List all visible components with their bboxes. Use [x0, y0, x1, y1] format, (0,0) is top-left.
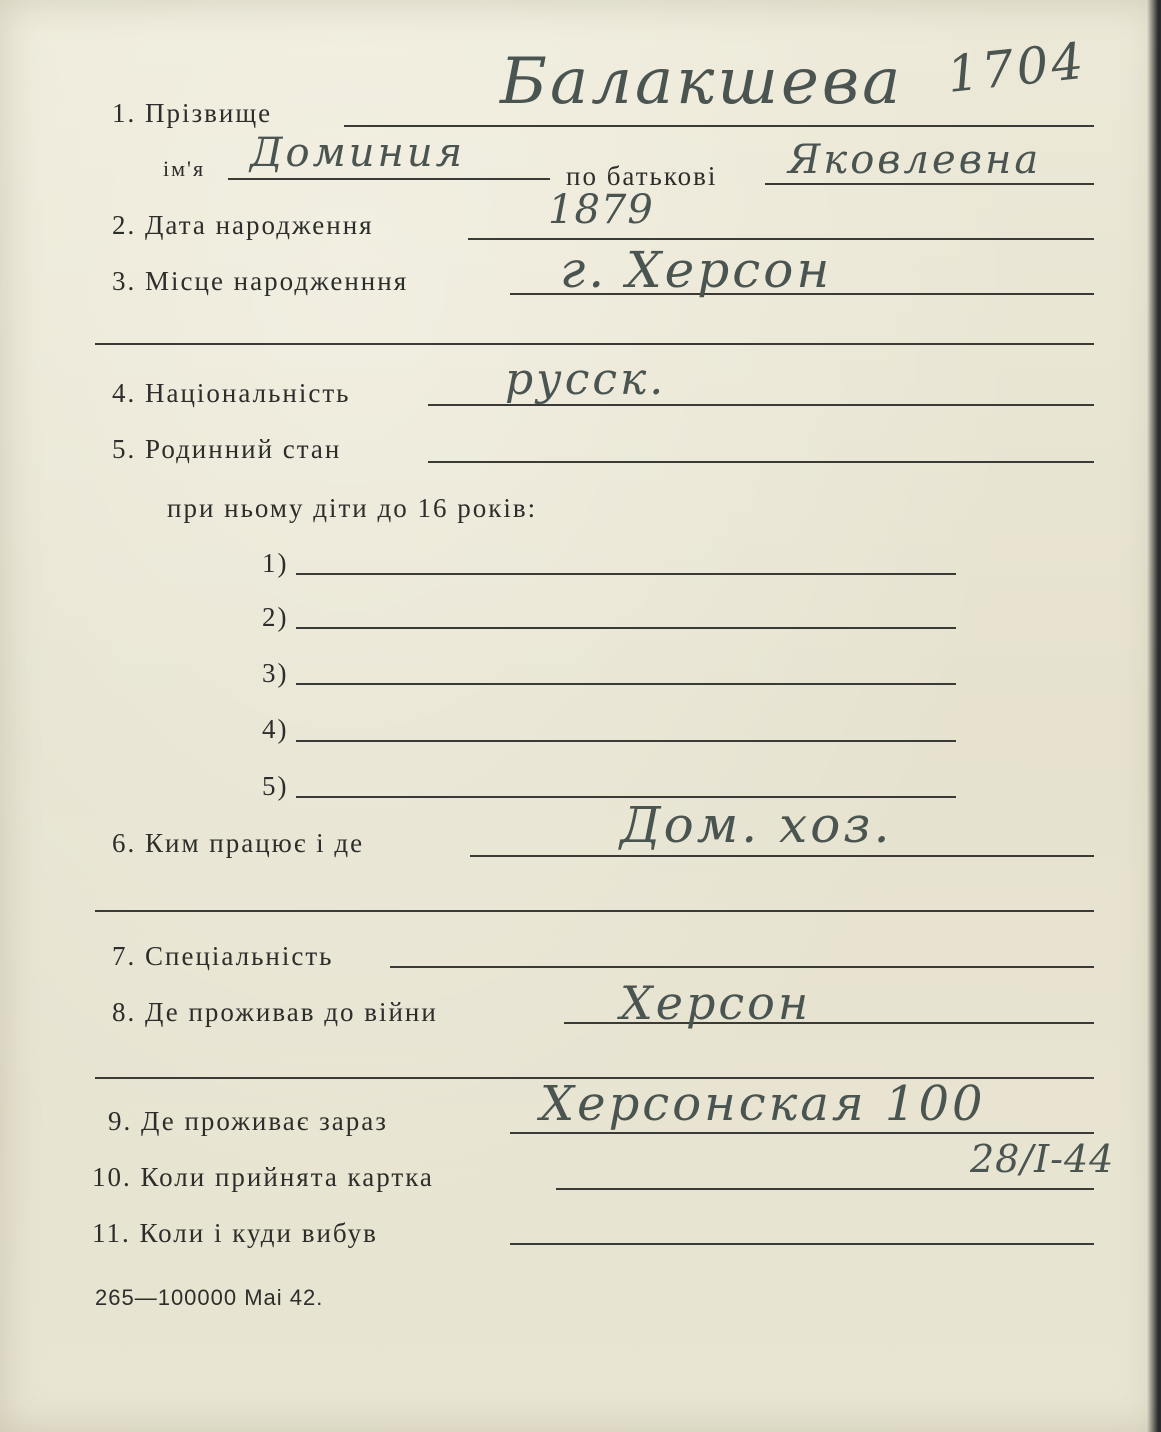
occupation-label: 6. Ким працює і де	[112, 828, 365, 858]
children-label: при ньому діти до 16 років:	[167, 493, 538, 523]
card-number: 1704	[944, 31, 1089, 104]
current-residence-value: Херсонская 100	[540, 1076, 986, 1132]
prewar-residence-value: Херсон	[620, 976, 812, 1030]
prewar-residence-label: 8. Де проживав до війни	[112, 997, 438, 1027]
first-name-value: Доминия	[250, 130, 466, 176]
child-5-label: 5)	[262, 771, 289, 801]
birthplace-label: 3. Місце народженння	[112, 266, 409, 296]
surname-label: 1. Прізвище	[112, 98, 273, 128]
departed-line	[510, 1243, 1094, 1245]
child-4-line	[296, 740, 956, 742]
marital-status-label: 5. Родинний стан	[112, 434, 342, 464]
surname-line	[344, 125, 1094, 127]
child-3-label: 3)	[262, 658, 289, 688]
card-edge-shadow	[1147, 0, 1161, 1432]
birthplace-extra-line	[95, 343, 1094, 345]
first-name-line	[228, 178, 550, 180]
first-name-label: ім'я	[163, 156, 206, 181]
patronymic-line	[765, 183, 1094, 185]
child-1-line	[296, 573, 956, 575]
specialty-line	[390, 966, 1094, 968]
birth-date-line	[468, 238, 1094, 240]
card-accepted-label: 10. Коли прийнята картка	[92, 1162, 434, 1192]
birth-date-label: 2. Дата народження	[112, 210, 374, 240]
occupation-value: Дом. хоз.	[620, 796, 893, 854]
card-accepted-value: 28/I-44	[970, 1137, 1115, 1181]
birthplace-value: г. Херсон	[560, 241, 833, 299]
occupation-line	[470, 855, 1094, 857]
card-accepted-line	[556, 1188, 1094, 1190]
nationality-label: 4. Національність	[112, 378, 351, 408]
departed-label: 11. Коли і куди вибув	[92, 1218, 378, 1248]
current-residence-label: 9. Де проживає зараз	[108, 1106, 388, 1136]
nationality-value: русск.	[505, 354, 667, 405]
child-3-line	[296, 683, 956, 685]
print-code: 265—100000 Mai 42.	[95, 1285, 324, 1310]
surname-value: Балакшева	[500, 45, 904, 119]
marital-status-line	[428, 461, 1094, 463]
patronymic-value: Яковлевна	[788, 137, 1042, 183]
patronymic-label: по батькові	[566, 161, 718, 191]
current-residence-line	[510, 1132, 1094, 1134]
child-2-label: 2)	[262, 602, 289, 632]
child-4-label: 4)	[262, 714, 289, 744]
occupation-extra-line	[95, 910, 1094, 912]
child-1-label: 1)	[262, 548, 289, 578]
birth-date-value: 1879	[548, 187, 654, 233]
specialty-label: 7. Спеціальність	[112, 941, 334, 971]
child-2-line	[296, 627, 956, 629]
